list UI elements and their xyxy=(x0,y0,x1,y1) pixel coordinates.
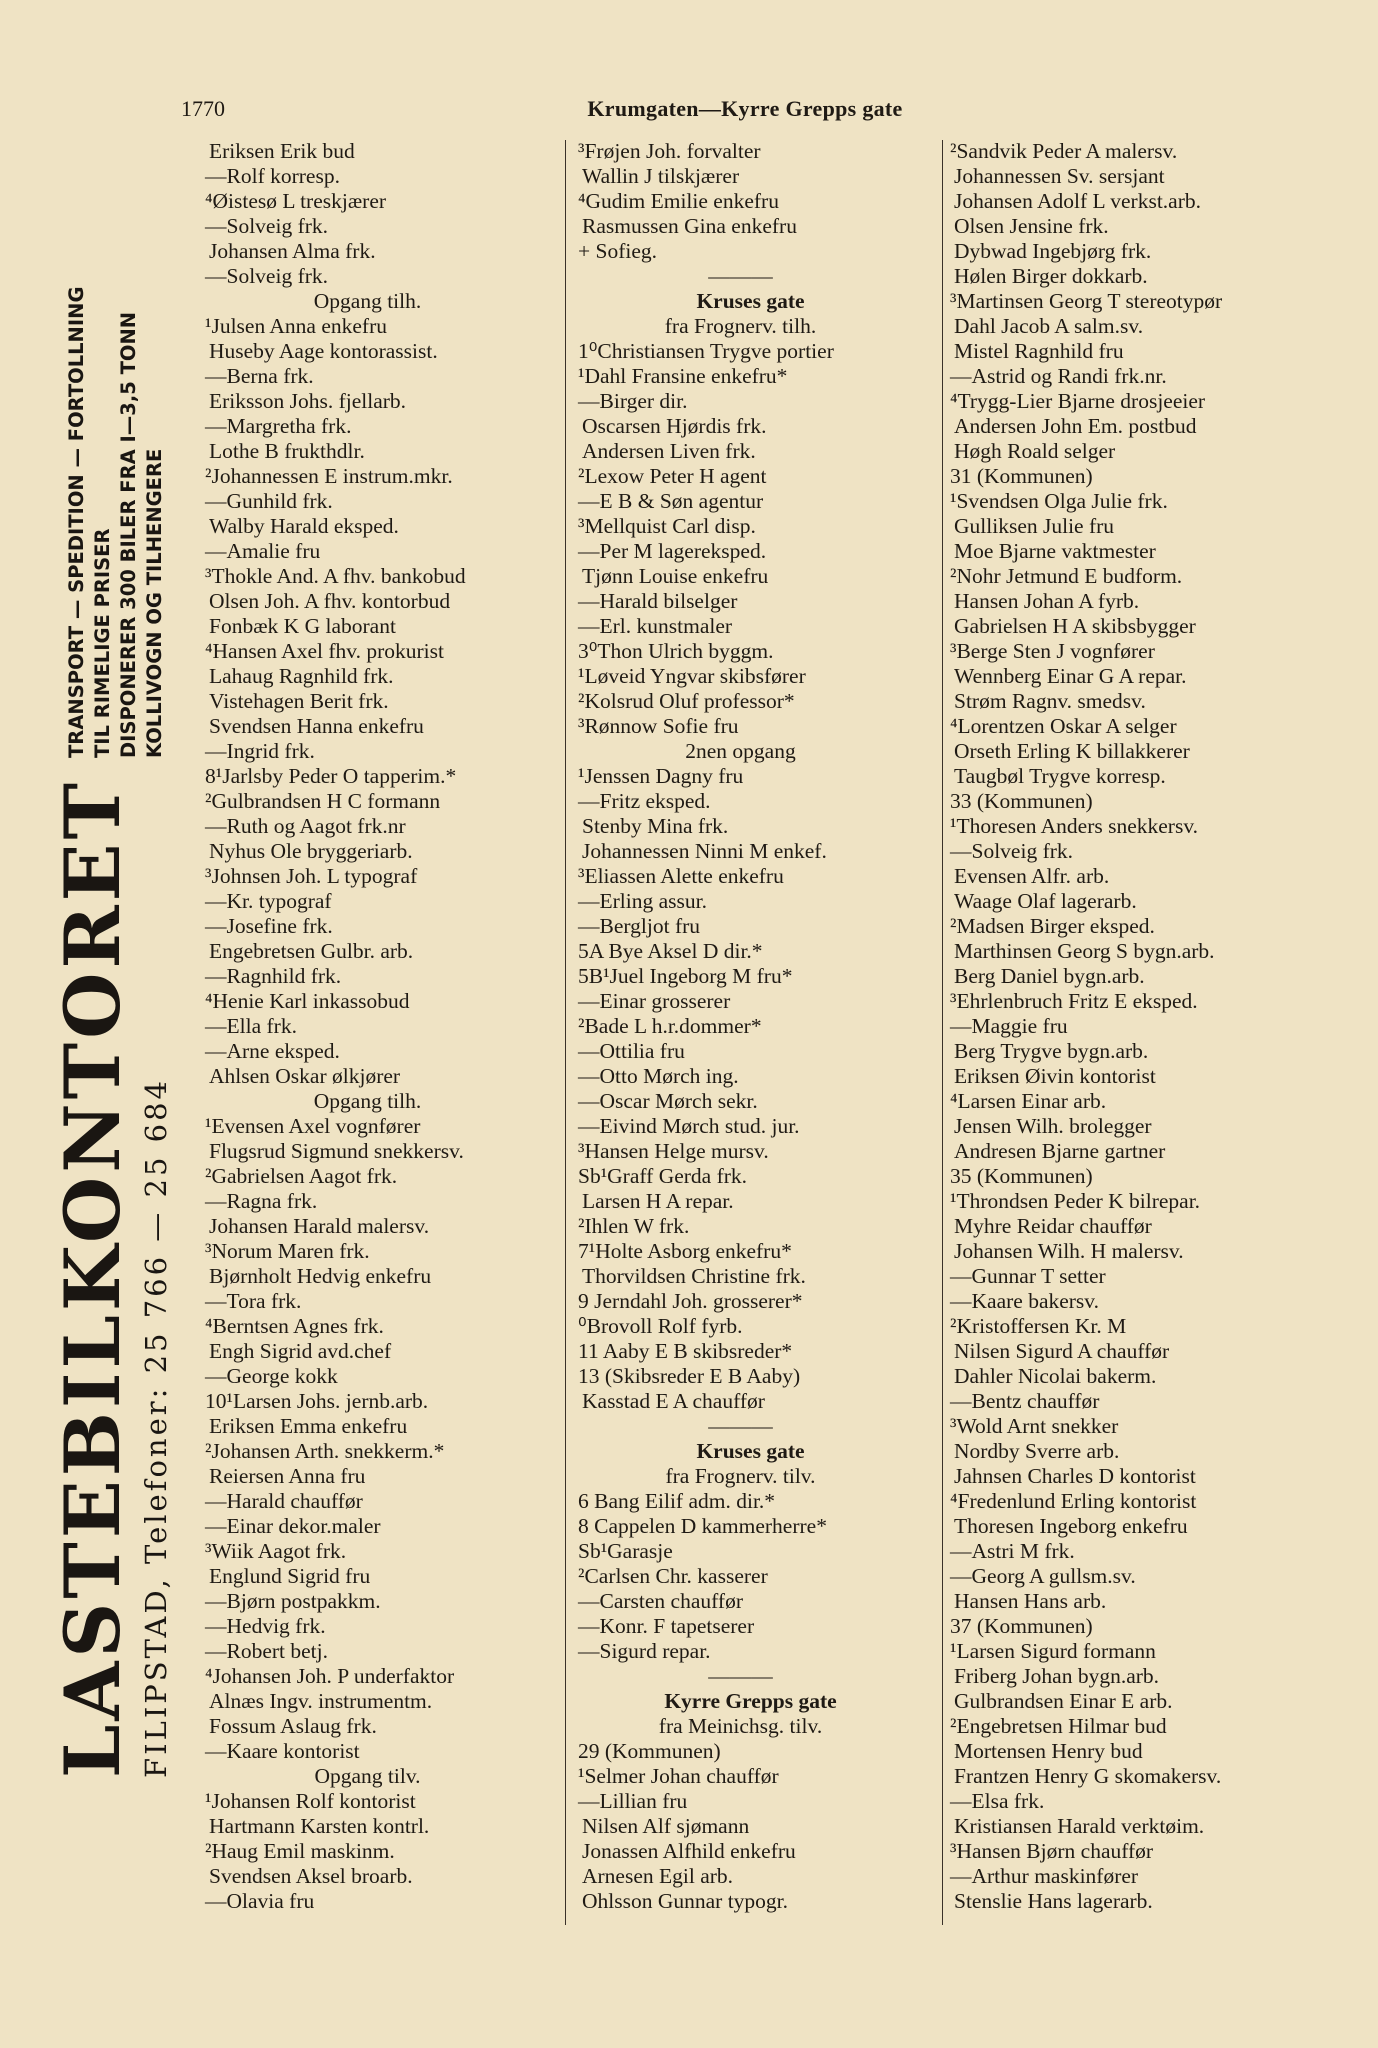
advert-block xyxy=(48,778,178,1790)
directory-entry: Huseby Aage kontorassist. xyxy=(209,339,438,363)
directory-entry: Hartmann Karsten kontrl. xyxy=(209,1814,430,1838)
directory-entry: ⁴Henie Karl inkassobud xyxy=(205,989,410,1013)
directory-entry: —Margretha frk. xyxy=(205,414,352,438)
directory-entry: ³Johnsen Joh. L typograf xyxy=(205,864,418,888)
directory-entry: 6 Bang Eilif adm. dir.* xyxy=(578,1489,776,1513)
directory-entry: —Ruth og Aagot frk.nr xyxy=(205,814,406,838)
directory-entry: Eriksen Øivin kontorist xyxy=(954,1064,1156,1088)
directory-entry: Tjønn Louise enkefru xyxy=(582,564,769,588)
directory-entry: Dybwad Ingebjørg frk. xyxy=(954,239,1152,263)
directory-entry: Engebretsen Gulbr. arb. xyxy=(209,939,414,963)
directory-entry: —Erling assur. xyxy=(578,889,707,913)
directory-entry: fra Meinichsg. tilv. xyxy=(658,1714,823,1738)
directory-entry: Eriksen Erik bud xyxy=(209,139,355,163)
directory-entry: —Bjørn postpakkm. xyxy=(205,1589,381,1613)
directory-entry: 1⁰Christiansen Trygve portier xyxy=(578,339,834,363)
directory-entry: ³Wiik Aagot frk. xyxy=(205,1539,347,1563)
directory-entry: Bjørnholt Hedvig enkefru xyxy=(209,1264,432,1288)
directory-entry: ³Thokle And. A fhv. bankobud xyxy=(205,564,466,588)
directory-entry: ⁴Lorentzen Oskar A selger xyxy=(950,714,1177,738)
directory-entry: —Hedvig frk. xyxy=(205,1614,326,1638)
directory-entry: —Konr. F tapetserer xyxy=(578,1614,755,1638)
directory-entry: —Kaare bakersv. xyxy=(950,1289,1100,1313)
directory-entry: Englund Sigrid fru xyxy=(209,1564,371,1588)
directory-entry: Wallin J tilskjærer xyxy=(582,164,740,188)
directory-entry: Gulliksen Julie fru xyxy=(954,514,1115,538)
directory-entry: 8 Cappelen D kammerherre* xyxy=(578,1514,827,1538)
directory-entry: ¹Evensen Axel vognfører xyxy=(205,1114,421,1138)
directory-entry: Evensen Alfr. arb. xyxy=(954,864,1110,888)
directory-entry: Marthinsen Georg S bygn.arb. xyxy=(954,939,1215,963)
directory-entry: ²Ihlen W frk. xyxy=(578,1214,690,1238)
directory-entry: ⁴Hansen Axel fhv. prokurist xyxy=(205,639,444,663)
advert-tagline: TIL RIMELIGE PRISER xyxy=(91,528,114,758)
directory-entry: —Sigurd repar. xyxy=(578,1639,711,1663)
directory-entry: Sb¹Graff Gerda frk. xyxy=(578,1164,748,1188)
directory-entry: 9 Jerndahl Joh. grosserer* xyxy=(578,1289,803,1313)
directory-entry: Oscarsen Hjørdis frk. xyxy=(582,414,767,438)
advert-tagline: TRANSPORT — SPEDITION — FORTOLLNING xyxy=(65,286,88,758)
directory-entry: 13 (Skibsreder E B Aaby) xyxy=(578,1364,801,1388)
directory-entry: ²Haug Emil maskinm. xyxy=(205,1839,395,1863)
directory-entry: —Gunhild frk. xyxy=(205,489,333,513)
directory-entry: Jensen Wilh. brolegger xyxy=(954,1114,1152,1138)
directory-entry: —Einar dekor.maler xyxy=(205,1514,381,1538)
directory-entry: Larsen H A repar. xyxy=(582,1189,734,1213)
directory-entry: ²Sandvik Peder A malersv. xyxy=(950,139,1178,163)
directory-entry: Alnæs Ingv. instrumentm. xyxy=(209,1689,433,1713)
column-1 xyxy=(205,139,570,1914)
directory-entry: Olsen Joh. A fhv. kontorbud xyxy=(209,589,451,613)
directory-entry: ¹Julsen Anna enkefru xyxy=(205,314,387,338)
directory-entry: —Bentz chauffør xyxy=(950,1389,1100,1413)
directory-entry: —Astrid og Randi frk.nr. xyxy=(950,364,1167,388)
directory-entry: Walby Harald eksped. xyxy=(209,514,399,538)
directory-entry: ⁴Trygg-Lier Bjarne drosjeeier xyxy=(950,389,1206,413)
directory-entry: 5B¹Juel Ingeborg M fru* xyxy=(578,964,793,988)
directory-entry: 29 (Kommunen) xyxy=(578,1739,721,1763)
directory-entry: —Kaare kontorist xyxy=(205,1739,360,1763)
directory-entry: —Amalie fru xyxy=(205,539,321,563)
directory-entry: Thoresen Ingeborg enkefru xyxy=(954,1514,1188,1538)
directory-entry: 2nen opgang xyxy=(685,739,796,763)
directory-entry: ³Norum Maren frk. xyxy=(205,1239,370,1263)
directory-entry: 35 (Kommunen) xyxy=(950,1164,1093,1188)
directory-entry: fra Frognerv. tilv. xyxy=(665,1464,816,1488)
directory-entry: 7¹Holte Asborg enkefru* xyxy=(578,1239,792,1263)
directory-entry: Eriksson Johs. fjellarb. xyxy=(209,389,407,413)
directory-entry: —Olavia fru xyxy=(205,1889,315,1913)
directory-entry: ¹Dahl Fransine enkefru* xyxy=(578,364,788,388)
directory-entry: —Per M lagerekspеd. xyxy=(578,539,767,563)
street-heading: Kyrre Grepps gate xyxy=(664,1689,837,1713)
running-head: Krumgaten—Kyrre Grepps gate xyxy=(587,96,903,121)
directory-entry: Johansen Wilh. H malersv. xyxy=(954,1239,1184,1263)
advert-contact: FILIPSTAD, Telefoner: 25 766 — 25 684 xyxy=(139,1078,173,1778)
directory-entry: —Ella frk. xyxy=(205,1014,297,1038)
directory-entry: Lothe B frukthdlr. xyxy=(209,439,365,463)
directory-entry: Vistehagen Berit frk. xyxy=(209,689,389,713)
directory-entry: Johannessen Ninni M enkef. xyxy=(582,839,827,863)
directory-entry: Ahlsen Oskar ølkjører xyxy=(209,1064,401,1088)
directory-entry: Stenby Mina frk. xyxy=(582,814,729,838)
directory-entry: ³Ehrlenbruch Fritz E eksped. xyxy=(950,989,1198,1013)
directory-entry: + Sofieg. xyxy=(578,239,658,263)
directory-entry: fra Frognerv. tilh. xyxy=(664,314,817,338)
directory-entry: 10¹Larsen Johs. jernb.arb. xyxy=(205,1389,429,1413)
directory-entry: —Ingrid frk. xyxy=(205,739,315,763)
directory-entry: ³Rønnow Sofie fru xyxy=(578,714,739,738)
directory-entry: —Erl. kunstmaler xyxy=(578,614,733,638)
directory-entry: —Kr. typograf xyxy=(205,889,332,913)
directory-entry: Mortensen Henry bud xyxy=(954,1739,1143,1763)
directory-entry: Hølen Birger dokkarb. xyxy=(954,264,1148,288)
directory-entry: Opgang tilh. xyxy=(313,289,422,313)
directory-entry: Arnesen Egil arb. xyxy=(582,1864,734,1888)
directory-entry: ³Hansen Bjørn chauffør xyxy=(950,1839,1154,1863)
directory-entry: ²Lexow Peter H agent xyxy=(578,464,767,488)
directory-entry: ³Martinsen Georg T stereotypør xyxy=(950,289,1223,313)
directory-entry: ²Kristoffersen Kr. M xyxy=(950,1314,1127,1338)
directory-entry: Orseth Erling K billakkerer xyxy=(954,739,1190,763)
directory-entry: —George kokk xyxy=(205,1364,338,1388)
directory-entry: —Elsa frk. xyxy=(950,1789,1045,1813)
directory-entry: Lahaug Ragnhild frk. xyxy=(209,664,394,688)
directory-entry: Myhre Reidar chauffør xyxy=(954,1214,1152,1238)
directory-entry: Hansen Johan A fyrb. xyxy=(954,589,1140,613)
directory-entry: —Arthur maskinfører xyxy=(950,1864,1139,1888)
directory-entry: —Berna frk. xyxy=(205,364,314,388)
directory-entry: Kasstad E A chauffør xyxy=(582,1389,765,1413)
directory-entry: Mistel Ragnhild fru xyxy=(954,339,1124,363)
directory-entry: 31 (Kommunen) xyxy=(950,464,1093,488)
directory-entry: 3⁰Thon Ulrich byggm. xyxy=(578,639,774,663)
directory-entry: ²Johansen Arth. snekkerm.* xyxy=(205,1439,445,1463)
directory-entry: ²Engebretsen Hilmar bud xyxy=(950,1714,1167,1738)
directory-entry: —Maggie fru xyxy=(950,1014,1068,1038)
directory-entry: —Rolf korresp. xyxy=(205,164,340,188)
directory-entry: ¹Svendsen Olga Julie frk. xyxy=(950,489,1168,513)
directory-entry: Olsen Jensine frk. xyxy=(954,214,1109,238)
directory-entry: Thorvildsen Christine frk. xyxy=(582,1264,806,1288)
directory-entry: —Solveig frk. xyxy=(205,264,329,288)
directory-entry: Svendsen Aksel broarb. xyxy=(209,1864,413,1888)
directory-entry: ——— xyxy=(708,1664,773,1688)
directory-entry: Moe Bjarne vaktmester xyxy=(954,539,1156,563)
directory-entry: Opgang tilv. xyxy=(314,1764,421,1788)
directory-entry: ³Mellquist Carl disp. xyxy=(578,514,756,538)
directory-entry: —Carsten chauffør xyxy=(578,1589,743,1613)
directory-entry: Ohlsson Gunnar typogr. xyxy=(582,1889,789,1913)
directory-entry: ²Carlsen Chr. kasserer xyxy=(578,1564,768,1588)
directory-entry: Strøm Ragnv. smedsv. xyxy=(954,689,1146,713)
directory-entry: Engh Sigrid avd.chef xyxy=(209,1339,392,1363)
directory-entry: —Robert betj. xyxy=(205,1639,329,1663)
directory-entry: Waage Olaf lagerarb. xyxy=(954,889,1137,913)
directory-entry: Reiersen Anna fru xyxy=(209,1464,366,1488)
directory-entry: Høgh Roald selger xyxy=(954,439,1116,463)
directory-entry: ⁴Fredenlund Erling kontorist xyxy=(950,1489,1197,1513)
directory-entry: Nyhus Ole bryggeriarb. xyxy=(209,839,413,863)
directory-entry: —Harald chauffør xyxy=(205,1489,363,1513)
directory-entry: ²Nohr Jetmund E budform. xyxy=(950,564,1183,588)
directory-entry: Andresen Bjarne gartner xyxy=(954,1139,1166,1163)
directory-entry: Gabrielsen H A skibsbygger xyxy=(954,614,1196,638)
directory-entry: —Fritz eksped. xyxy=(578,789,711,813)
column-3 xyxy=(950,139,1340,1914)
directory-entry: Wennberg Einar G A repar. xyxy=(954,664,1187,688)
directory-entry: ¹Johansen Rolf kontorist xyxy=(205,1789,416,1813)
directory-entry: Berg Trygve bygn.arb. xyxy=(954,1039,1149,1063)
directory-entry: —Harald bilselger xyxy=(578,589,738,613)
directory-entry: Flugsrud Sigmund snekkersv. xyxy=(209,1139,464,1163)
directory-entry: Stenslie Hans lagerarb. xyxy=(954,1889,1153,1913)
directory-entry: Friberg Johan bygn.arb. xyxy=(954,1664,1160,1688)
directory-entry: 33 (Kommunen) xyxy=(950,789,1093,813)
advert-tagline: DISPONERER 300 BILER FRA I—3,5 TONN xyxy=(117,311,140,758)
directory-entry: 8¹Jarlsby Peder O tapperim.* xyxy=(205,764,457,788)
directory-entry: —Otto Mørch ing. xyxy=(578,1064,739,1088)
directory-entry: Nilsen Alf sjømann xyxy=(582,1814,750,1838)
directory-entry: Nordby Sverre arb. xyxy=(954,1439,1120,1463)
directory-entry: ²Johannessen E instrum.mkr. xyxy=(205,464,453,488)
advert-company: LASTEBILKONTORET xyxy=(48,778,137,1778)
directory-entry: Johansen Adolf L verkst.arb. xyxy=(954,189,1201,213)
directory-entry: ¹Throndsen Peder K bilrepar. xyxy=(950,1189,1201,1213)
directory-entry: —Ragna frk. xyxy=(205,1189,318,1213)
directory-entry: —Arne eksped. xyxy=(205,1039,340,1063)
directory-entry: —Gunnar T setter xyxy=(950,1264,1106,1288)
directory-entry: Nilsen Sigurd A chauffør xyxy=(954,1339,1170,1363)
directory-entry: ¹Selmer Johan chauffør xyxy=(578,1764,779,1788)
column-2 xyxy=(578,139,943,1914)
directory-entry: Fonbæk K G laborant xyxy=(209,614,396,638)
directory-entry: ⁰Brovoll Rolf fyrb. xyxy=(578,1314,743,1338)
directory-entry: —Astri M frk. xyxy=(950,1539,1075,1563)
directory-entry: ⁴Larsen Einar arb. xyxy=(950,1089,1107,1113)
directory-entry: Frantzen Henry G skomakersv. xyxy=(954,1764,1222,1788)
directory-entry: —Georg A gullsm.sv. xyxy=(950,1564,1136,1588)
directory-entry: Andersen John Em. postbud xyxy=(954,414,1197,438)
street-heading: Kruses gate xyxy=(696,1439,805,1463)
directory-entry: Johansen Harald malersv. xyxy=(209,1214,430,1238)
directory-entry: Jonassen Alfhild enkefru xyxy=(582,1839,796,1863)
directory-entry: ¹Larsen Sigurd formann xyxy=(950,1639,1156,1663)
directory-entry: ¹Jenssen Dagny fru xyxy=(578,764,744,788)
directory-entry: ¹Løveid Yngvar skibsfører xyxy=(578,664,806,688)
directory-entry: Kristiansen Harald verktøim. xyxy=(954,1814,1205,1838)
advert-tagline: KOLLIVOGN OG TILHENGERE xyxy=(143,448,166,758)
directory-entry: Andersen Liven frk. xyxy=(582,439,756,463)
directory-entry: —Lillian fru xyxy=(578,1789,688,1813)
directory-entry: ¹Thoresen Anders snekkersv. xyxy=(950,814,1199,838)
directory-entry: —Solveig frk. xyxy=(950,839,1074,863)
directory-entry: Jahnsen Charles D kontorist xyxy=(954,1464,1196,1488)
directory-entry: —Eivind Mørch stud. jur. xyxy=(578,1114,800,1138)
directory-entry: 5A Bye Aksel D dir.* xyxy=(578,939,763,963)
directory-entry: Opgang tilh. xyxy=(313,1089,422,1113)
directory-entry: ——— xyxy=(708,264,773,288)
directory-entry: ⁴Johansen Joh. P underfaktor xyxy=(205,1664,455,1688)
directory-entry: Johannessen Sv. sersjant xyxy=(954,164,1165,188)
directory-entry: ³Hansen Helge mursv. xyxy=(578,1139,769,1163)
directory-entry: ⁴Øistesø L treskjærer xyxy=(205,189,387,213)
directory-entry: Eriksen Emma enkefru xyxy=(209,1414,408,1438)
directory-entry: —Birger dir. xyxy=(578,389,688,413)
directory-entry: Johansen Alma frk. xyxy=(209,239,376,263)
directory-entry: —Ragnhild frk. xyxy=(205,964,342,988)
directory-entry: Dahl Jacob A salm.sv. xyxy=(954,314,1144,338)
directory-entry: —Josefine frk. xyxy=(205,914,333,938)
directory-entry: Taugbøl Trygve korresp. xyxy=(954,764,1166,788)
directory-entry: —Oscar Mørch sekr. xyxy=(578,1089,758,1113)
directory-entry: 11 Aaby E B skibsreder* xyxy=(578,1339,793,1363)
directory-entry: ³Frøjen Joh. forvalter xyxy=(578,139,761,163)
street-heading: Kruses gate xyxy=(696,289,805,313)
directory-entry: Gulbrandsen Einar E arb. xyxy=(954,1689,1173,1713)
directory-entry: ⁴Berntsen Agnes frk. xyxy=(205,1314,384,1338)
directory-entry: Fossum Aslaug frk. xyxy=(209,1714,377,1738)
directory-entry: —Tora frk. xyxy=(205,1289,302,1313)
directory-entry: —Einar grosserer xyxy=(578,989,731,1013)
directory-entry: ³Eliassen Alette enkefru xyxy=(578,864,784,888)
directory-entry: ²Gabrielsen Aagot frk. xyxy=(205,1164,398,1188)
directory-entry: ⁴Gudim Emilie enkefru xyxy=(578,189,779,213)
directory-entry: Sb¹Garasje xyxy=(578,1539,673,1563)
directory-entry: ²Madsen Birger eksped. xyxy=(950,914,1155,938)
directory-entry: —Ottilia fru xyxy=(578,1039,685,1063)
page-number: 1770 xyxy=(181,96,225,121)
directory-entry: ³Wold Arnt snekker xyxy=(950,1414,1119,1438)
directory-entry: Rasmussen Gina enkefru xyxy=(582,214,797,238)
directory-entry: —E B & Søn agentur xyxy=(578,489,764,513)
directory-entry: ³Berge Sten J vognfører xyxy=(950,639,1155,663)
directory-entry: —Solveig frk. xyxy=(205,214,329,238)
advert-tagline-block xyxy=(64,258,174,758)
directory-entry: ²Bade L h.r.dommer* xyxy=(578,1014,762,1038)
directory-entry: ²Kolsrud Oluf professor* xyxy=(578,689,795,713)
directory-entry: ²Gulbrandsen H C formann xyxy=(205,789,441,813)
directory-entry: —Bergljot fru xyxy=(578,914,701,938)
directory-entry: 37 (Kommunen) xyxy=(950,1614,1093,1638)
directory-entry: Hansen Hans arb. xyxy=(954,1589,1107,1613)
directory-entry: ——— xyxy=(708,1414,773,1438)
directory-entry: Svendsen Hanna enkefru xyxy=(209,714,424,738)
directory-entry: Dahler Nicolai bakerm. xyxy=(954,1364,1157,1388)
directory-entry: Berg Daniel bygn.arb. xyxy=(954,964,1145,988)
